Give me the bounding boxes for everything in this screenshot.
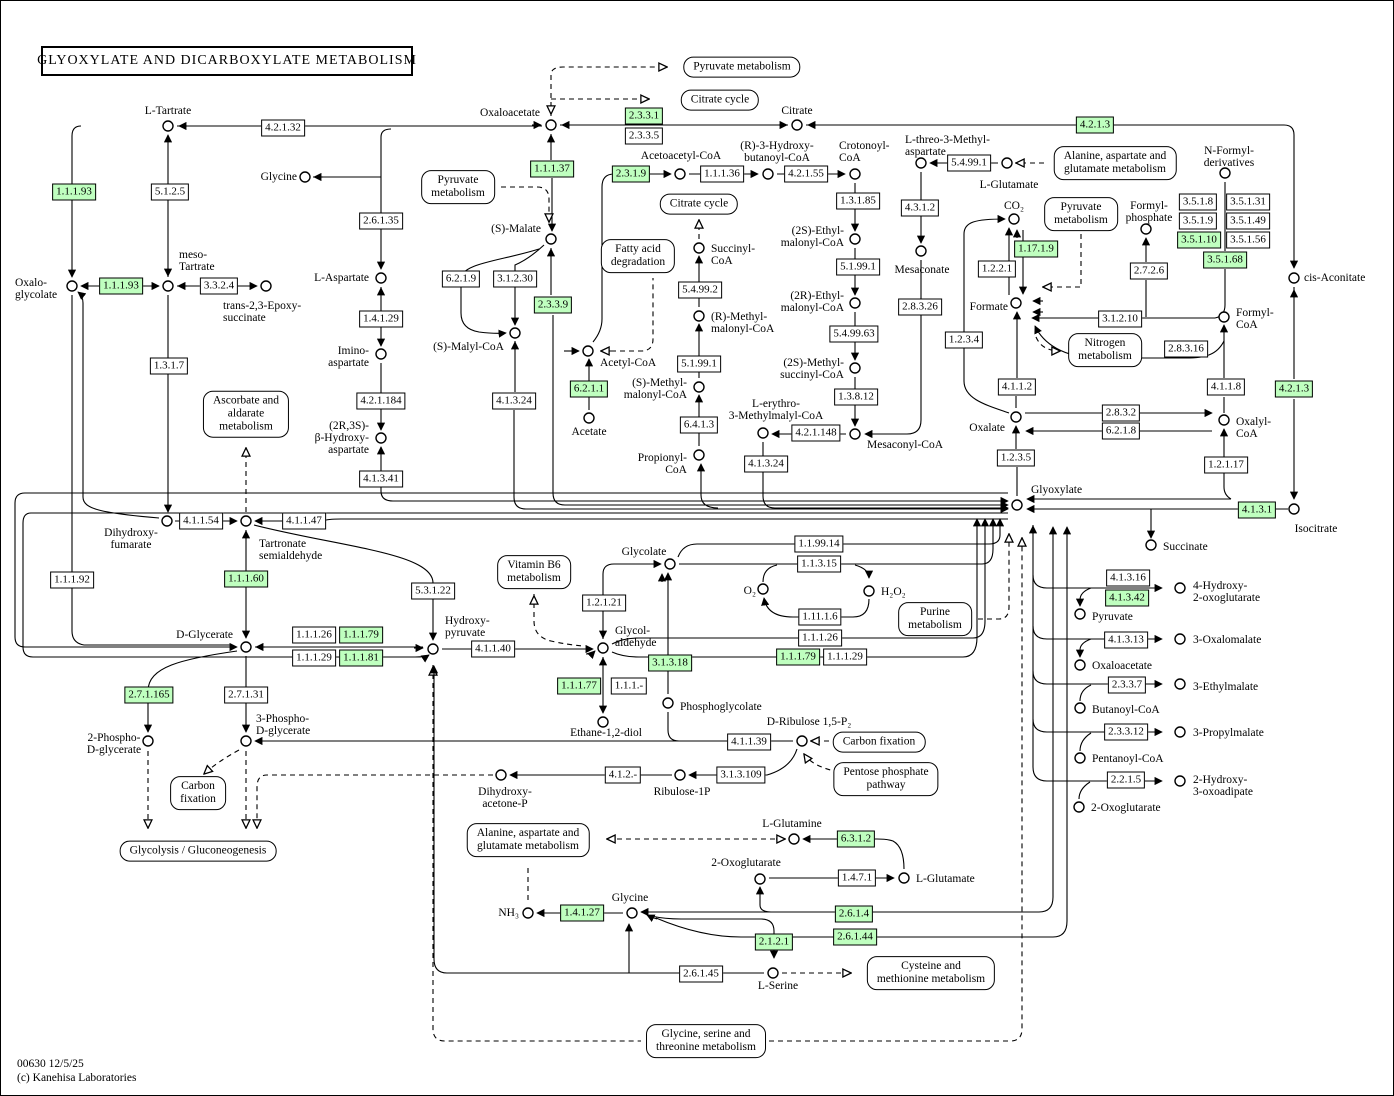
enzyme-box-4.1.3.41[interactable]: 4.1.3.41 bbox=[359, 471, 403, 488]
enzyme-box-4.1.3.24[interactable]: 4.1.3.24 bbox=[744, 456, 788, 473]
compound-label: 2-Oxoglutarate bbox=[711, 856, 781, 869]
enzyme-box-4.1.1.54[interactable]: 4.1.1.54 bbox=[179, 513, 223, 530]
enzyme-box-3.5.1.56[interactable]: 3.5.1.56 bbox=[1226, 232, 1270, 249]
edge bbox=[586, 651, 595, 654]
enzyme-box-1.1.1.29[interactable]: 1.1.1.29 bbox=[292, 650, 336, 667]
compound-label: Mesaconyl-CoA bbox=[867, 438, 944, 451]
compound-label: Dihydroxy- fumarate bbox=[104, 526, 158, 551]
compound-label: (S)-Methyl- malonyl-CoA bbox=[623, 376, 687, 401]
compound-node[interactable] bbox=[1175, 776, 1185, 786]
compound-node[interactable] bbox=[864, 586, 874, 596]
compound-label: (2S)-Methyl- succinyl-CoA bbox=[780, 356, 844, 381]
enzyme-box-3.3.2.4[interactable]: 3.3.2.4 bbox=[200, 278, 238, 295]
edge bbox=[760, 887, 771, 912]
pathway-link-pyruvate-metabolism[interactable]: Pyruvate metabolism bbox=[421, 170, 495, 204]
compound-label: meso- Tartrate bbox=[179, 248, 215, 273]
edge bbox=[764, 598, 793, 617]
compound-label: Oxalo- glycolate bbox=[15, 276, 58, 301]
enzyme-box-3.1.3.18[interactable]: 3.1.3.18 bbox=[648, 655, 692, 672]
compound-label: (S)-Malyl-CoA bbox=[433, 340, 504, 353]
compound-label: (2S)-Ethyl- malonyl-CoA bbox=[780, 224, 844, 249]
compound-label: 2-Hydroxy- 3-oxoadipate bbox=[1193, 773, 1254, 798]
compound-label: trans-2,3-Epoxy- succinate bbox=[223, 299, 302, 324]
enzyme-box-4.1.3.13[interactable]: 4.1.3.13 bbox=[1104, 632, 1148, 649]
compound-node[interactable] bbox=[300, 172, 310, 182]
compound-node[interactable] bbox=[1075, 660, 1085, 670]
edge bbox=[534, 594, 583, 646]
compound-label: Formyl- CoA bbox=[1236, 306, 1274, 331]
compound-label: Acetate bbox=[571, 425, 607, 438]
enzyme-box-2.7.2.6[interactable]: 2.7.2.6 bbox=[1130, 263, 1168, 280]
enzyme-box-1.3.1.7[interactable]: 1.3.1.7 bbox=[150, 358, 188, 375]
compound-label: Butanoyl-CoA bbox=[1092, 703, 1160, 716]
compound-node[interactable] bbox=[163, 121, 173, 131]
compound-label: 3-Ethylmalate bbox=[1193, 680, 1259, 693]
compound-node[interactable] bbox=[755, 874, 765, 884]
enzyme-box-1.1.3.15[interactable]: 1.1.3.15 bbox=[797, 556, 841, 573]
compound-node[interactable] bbox=[241, 642, 251, 652]
pathway-link-citrate-cycle[interactable]: Citrate cycle bbox=[660, 194, 738, 215]
compound-label: cis-Aconitate bbox=[1304, 271, 1366, 284]
compound-node[interactable] bbox=[1175, 634, 1185, 644]
enzyme-box-1.1.1.26[interactable]: 1.1.1.26 bbox=[292, 627, 336, 644]
pathway-link-pyruvate-metabolism[interactable]: Pyruvate metabolism bbox=[1044, 197, 1118, 231]
compound-node[interactable] bbox=[584, 413, 594, 423]
enzyme-box-2.7.1.165[interactable]: 2.7.1.165 bbox=[124, 687, 173, 704]
compound-node[interactable] bbox=[675, 770, 685, 780]
enzyme-box-1.2.3.5[interactable]: 1.2.3.5 bbox=[997, 450, 1035, 467]
enzyme-box-3.5.1.31[interactable]: 3.5.1.31 bbox=[1226, 194, 1270, 211]
enzyme-box-4.1.1.2[interactable]: 4.1.1.2 bbox=[998, 379, 1036, 396]
compound-label: 4-Hydroxy- 2-oxoglutarate bbox=[1193, 579, 1261, 604]
enzyme-box-3.5.1.68[interactable]: 3.5.1.68 bbox=[1203, 252, 1247, 269]
compound-node[interactable] bbox=[1220, 168, 1230, 178]
compound-label: Pentanoyl-CoA bbox=[1092, 752, 1164, 765]
enzyme-box-6.2.1.1[interactable]: 6.2.1.1 bbox=[570, 381, 608, 398]
compound-label: NH₃ bbox=[498, 906, 519, 919]
enzyme-box-4.1.2.-[interactable]: 4.1.2.- bbox=[605, 767, 641, 784]
compound-node[interactable] bbox=[523, 908, 533, 918]
compound-node[interactable] bbox=[510, 328, 520, 338]
enzyme-box-4.1.3.16[interactable]: 4.1.3.16 bbox=[1106, 570, 1150, 587]
enzyme-box-6.3.1.2[interactable]: 6.3.1.2 bbox=[837, 831, 875, 848]
pathway-link-glycolysis-gluconeogenesis[interactable]: Glycolysis / Gluconeogenesis bbox=[120, 841, 277, 862]
enzyme-box-2.6.1.44[interactable]: 2.6.1.44 bbox=[833, 929, 877, 946]
compound-label: (S)-Malate bbox=[491, 222, 541, 235]
compound-label: L-Glutamate bbox=[979, 178, 1039, 191]
enzyme-box-4.3.1.2[interactable]: 4.3.1.2 bbox=[901, 200, 939, 217]
enzyme-box-2.7.1.31[interactable]: 2.7.1.31 bbox=[224, 687, 268, 704]
enzyme-box-4.2.1.184[interactable]: 4.2.1.184 bbox=[356, 393, 405, 410]
map-number: 00630 12/5/25 bbox=[17, 1058, 84, 1070]
enzyme-box-1.11.1.6[interactable]: 1.11.1.6 bbox=[798, 609, 841, 626]
enzyme-box-1.1.1.-[interactable]: 1.1.1.- bbox=[611, 678, 647, 695]
enzyme-box-3.1.2.10[interactable]: 3.1.2.10 bbox=[1098, 311, 1142, 328]
compound-label: Phosphoglycolate bbox=[680, 700, 762, 713]
edge bbox=[255, 519, 1008, 521]
compound-label: (R)-3-Hydroxy- butanoyl-CoA bbox=[740, 139, 814, 164]
enzyme-box-5.1.2.5[interactable]: 5.1.2.5 bbox=[151, 184, 189, 201]
edge bbox=[855, 565, 869, 578]
compound-label: 2-Oxoglutarate bbox=[1091, 801, 1161, 814]
compound-node[interactable] bbox=[916, 246, 926, 256]
enzyme-box-1.1.1.92[interactable]: 1.1.1.92 bbox=[50, 572, 94, 589]
compound-node[interactable] bbox=[694, 243, 704, 253]
compound-label: D-Ribulose 1,5-P₂ bbox=[766, 715, 852, 728]
compound-node[interactable] bbox=[1289, 273, 1299, 283]
compound-label: Propionyl- CoA bbox=[637, 451, 687, 476]
edge bbox=[78, 292, 159, 518]
compound-label: L-threo-3-Methyl- aspartate bbox=[905, 133, 990, 158]
enzyme-box-1.1.1.26[interactable]: 1.1.1.26 bbox=[798, 630, 842, 647]
pathway-link-fatty-acid-degradation[interactable]: Fatty acid degradation bbox=[601, 239, 675, 273]
compound-label: Succinyl- CoA bbox=[711, 242, 756, 267]
enzyme-box-1.1.1.37[interactable]: 1.1.1.37 bbox=[530, 161, 574, 178]
enzyme-box-5.1.99.1[interactable]: 5.1.99.1 bbox=[677, 356, 721, 373]
enzyme-box-2.6.1.4[interactable]: 2.6.1.4 bbox=[835, 906, 873, 923]
compound-label: N-Formyl- derivatives bbox=[1203, 144, 1255, 169]
compound-node[interactable] bbox=[792, 120, 802, 130]
enzyme-box-1.1.1.29[interactable]: 1.1.1.29 bbox=[823, 649, 867, 666]
compound-label: (R)-Methyl- malonyl-CoA bbox=[711, 310, 775, 335]
compound-node[interactable] bbox=[143, 736, 153, 746]
enzyme-box-2.3.3.5[interactable]: 2.3.3.5 bbox=[625, 128, 663, 145]
compound-node[interactable] bbox=[768, 968, 778, 978]
enzyme-box-1.2.3.4[interactable]: 1.2.3.4 bbox=[945, 332, 983, 349]
compound-node[interactable] bbox=[694, 450, 704, 460]
compound-label: (2R,3S)- β-Hydroxy- aspartate bbox=[314, 419, 369, 457]
enzyme-box-4.2.1.32[interactable]: 4.2.1.32 bbox=[261, 120, 305, 137]
enzyme-box-2.1.2.1[interactable]: 2.1.2.1 bbox=[755, 934, 793, 951]
enzyme-box-1.1.99.14[interactable]: 1.1.99.14 bbox=[794, 536, 843, 553]
compound-node[interactable] bbox=[261, 281, 271, 291]
compound-node[interactable] bbox=[1011, 298, 1021, 308]
enzyme-box-2.8.3.26[interactable]: 2.8.3.26 bbox=[898, 299, 942, 316]
enzyme-box-1.4.1.27[interactable]: 1.4.1.27 bbox=[560, 905, 604, 922]
enzyme-box-5.4.99.2[interactable]: 5.4.99.2 bbox=[678, 282, 722, 299]
compound-label: Oxalyl- CoA bbox=[1236, 415, 1272, 440]
enzyme-box-1.17.1.9[interactable]: 1.17.1.9 bbox=[1014, 241, 1058, 258]
compound-node[interactable] bbox=[1075, 753, 1085, 763]
edge bbox=[1079, 782, 1090, 799]
compound-node[interactable] bbox=[376, 349, 386, 359]
compound-node[interactable] bbox=[675, 169, 685, 179]
compound-node[interactable] bbox=[797, 736, 807, 746]
enzyme-box-4.1.3.24[interactable]: 4.1.3.24 bbox=[492, 393, 536, 410]
enzyme-box-4.1.1.47[interactable]: 4.1.1.47 bbox=[282, 513, 326, 530]
compound-node[interactable] bbox=[758, 428, 768, 438]
edge bbox=[1080, 733, 1091, 751]
compound-label: Glycolate bbox=[621, 545, 667, 558]
pathway-link-cysteine-and-methionine-metabolism[interactable]: Cysteine and methionine metabolism bbox=[867, 956, 995, 990]
enzyme-box-2.3.1.9[interactable]: 2.3.1.9 bbox=[612, 166, 650, 183]
edge bbox=[257, 775, 493, 828]
compound-label: Formyl- phosphate bbox=[1125, 199, 1173, 224]
pathway-link-citrate-cycle[interactable]: Citrate cycle bbox=[681, 90, 759, 111]
enzyme-box-2.6.1.45[interactable]: 2.6.1.45 bbox=[679, 966, 723, 983]
compound-node[interactable] bbox=[428, 644, 438, 654]
enzyme-box-3.1.2.30[interactable]: 3.1.2.30 bbox=[493, 271, 537, 288]
copyright: (c) Kanehisa Laboratories bbox=[17, 1072, 137, 1085]
compound-label: Citrate bbox=[781, 104, 813, 117]
enzyme-box-1.3.1.85[interactable]: 1.3.1.85 bbox=[836, 193, 880, 210]
enzyme-box-1.1.1.77[interactable]: 1.1.1.77 bbox=[557, 678, 601, 695]
compound-node[interactable] bbox=[1075, 703, 1085, 713]
compound-node[interactable] bbox=[583, 346, 593, 356]
compound-node[interactable] bbox=[1146, 540, 1156, 550]
compound-label: Glycol- aldehyde bbox=[615, 624, 657, 649]
compound-node[interactable] bbox=[694, 311, 704, 321]
enzyme-box-4.2.1.55[interactable]: 4.2.1.55 bbox=[784, 166, 828, 183]
compound-node[interactable] bbox=[376, 273, 386, 283]
pathway-link-carbon-fixation[interactable]: Carbon fixation bbox=[833, 732, 926, 753]
pathway-link-purine-metabolism[interactable]: Purine metabolism bbox=[898, 602, 972, 636]
edge bbox=[1080, 588, 1091, 606]
enzyme-box-2.3.3.7[interactable]: 2.3.3.7 bbox=[1108, 677, 1146, 694]
compound-node[interactable] bbox=[546, 234, 556, 244]
compound-label: Mesaconate bbox=[894, 263, 950, 276]
enzyme-box-4.2.1.3[interactable]: 4.2.1.3 bbox=[1076, 117, 1114, 134]
enzyme-box-6.2.1.8[interactable]: 6.2.1.8 bbox=[1102, 423, 1140, 440]
compound-node[interactable] bbox=[1175, 583, 1185, 593]
enzyme-box-4.1.3.42[interactable]: 4.1.3.42 bbox=[1105, 590, 1149, 607]
compound-label: Acetyl-CoA bbox=[600, 356, 657, 369]
enzyme-box-5.1.99.1[interactable]: 5.1.99.1 bbox=[836, 259, 880, 276]
enzyme-box-4.1.1.39[interactable]: 4.1.1.39 bbox=[727, 734, 771, 751]
enzyme-box-2.3.3.12[interactable]: 2.3.3.12 bbox=[1104, 724, 1148, 741]
enzyme-box-5.3.1.22[interactable]: 5.3.1.22 bbox=[411, 583, 455, 600]
enzyme-box-4.2.1.3[interactable]: 4.2.1.3 bbox=[1275, 381, 1313, 398]
compound-node[interactable] bbox=[496, 770, 506, 780]
compound-label: 3-Oxalomalate bbox=[1193, 633, 1262, 646]
enzyme-box-1.3.8.12[interactable]: 1.3.8.12 bbox=[834, 389, 878, 406]
enzyme-box-3.5.1.9[interactable]: 3.5.1.9 bbox=[1179, 213, 1217, 230]
enzyme-box-1.2.1.17[interactable]: 1.2.1.17 bbox=[1204, 457, 1248, 474]
compound-node[interactable] bbox=[1009, 214, 1019, 224]
enzyme-box-2.8.3.2[interactable]: 2.8.3.2 bbox=[1102, 405, 1140, 422]
enzyme-box-4.1.3.1[interactable]: 4.1.3.1 bbox=[1238, 502, 1276, 519]
compound-node[interactable] bbox=[241, 516, 251, 526]
pathway-link-pyruvate-metabolism[interactable]: Pyruvate metabolism bbox=[683, 57, 800, 78]
compound-node[interactable] bbox=[1012, 500, 1022, 510]
enzyme-box-1.4.7.1[interactable]: 1.4.7.1 bbox=[838, 870, 876, 887]
compound-label: H₂O₂ bbox=[881, 585, 906, 598]
edge bbox=[461, 249, 539, 333]
compound-node[interactable] bbox=[1219, 415, 1229, 425]
compound-node[interactable] bbox=[850, 169, 860, 179]
compound-label: L-Aspartate bbox=[314, 271, 369, 284]
enzyme-box-1.1.1.93[interactable]: 1.1.1.93 bbox=[99, 278, 143, 295]
compound-node[interactable] bbox=[1141, 224, 1151, 234]
pathway-link-pentose-phosphate-pathway[interactable]: Pentose phosphate pathway bbox=[833, 762, 938, 796]
compound-node[interactable] bbox=[1175, 727, 1185, 737]
enzyme-box-1.2.1.21[interactable]: 1.2.1.21 bbox=[582, 595, 626, 612]
compound-label: Isocitrate bbox=[1294, 522, 1338, 535]
edge bbox=[72, 295, 231, 645]
compound-label: Succinate bbox=[1163, 540, 1208, 553]
map-title: GLYOXYLATE AND DICARBOXYLATE METABOLISM bbox=[41, 46, 413, 76]
pathway-link-ascorbate-and-aldarate-metabolism[interactable]: Ascorbate and aldarate metabolism bbox=[203, 391, 289, 438]
compound-node[interactable] bbox=[758, 584, 768, 594]
enzyme-box-1.1.1.79[interactable]: 1.1.1.79 bbox=[776, 649, 820, 666]
compound-node[interactable] bbox=[1011, 412, 1021, 422]
enzyme-box-6.2.1.9[interactable]: 6.2.1.9 bbox=[442, 271, 480, 288]
compound-label: L-Tartrate bbox=[144, 104, 192, 117]
edge bbox=[1080, 639, 1091, 657]
compound-label: Glyoxylate bbox=[1031, 483, 1083, 496]
compound-node[interactable] bbox=[1175, 679, 1185, 689]
enzyme-box-1.4.1.29[interactable]: 1.4.1.29 bbox=[359, 311, 403, 328]
edge bbox=[501, 187, 549, 222]
compound-node[interactable] bbox=[598, 717, 608, 727]
enzyme-box-4.2.1.148[interactable]: 4.2.1.148 bbox=[791, 425, 840, 442]
pathway-link-alanine-aspartate-and-glutamate-metabolism[interactable]: Alanine, aspartate and glutamate metabolism bbox=[1054, 146, 1177, 180]
enzyme-box-1.2.2.1[interactable]: 1.2.2.1 bbox=[978, 261, 1016, 278]
compound-label: (2R)-Ethyl- malonyl-CoA bbox=[780, 289, 844, 314]
enzyme-box-1.1.1.79[interactable]: 1.1.1.79 bbox=[339, 627, 383, 644]
compound-label: Oxalate bbox=[969, 421, 1005, 434]
compound-node[interactable] bbox=[694, 382, 704, 392]
compound-node[interactable] bbox=[899, 873, 909, 883]
compound-node[interactable] bbox=[1074, 802, 1084, 812]
compound-label: Glycine bbox=[611, 891, 649, 904]
compound-node[interactable] bbox=[1002, 158, 1012, 168]
compound-label: 2-Phospho- D-glycerate bbox=[86, 731, 142, 756]
enzyme-box-2.8.3.16[interactable]: 2.8.3.16 bbox=[1164, 341, 1208, 358]
compound-node[interactable] bbox=[598, 643, 608, 653]
enzyme-box-2.2.1.5[interactable]: 2.2.1.5 bbox=[1107, 772, 1145, 789]
compound-label: Crotonoyl- CoA bbox=[839, 139, 890, 164]
compound-label: Dihydroxy- acetone-P bbox=[478, 785, 532, 810]
compound-node[interactable] bbox=[1075, 609, 1085, 619]
compound-node[interactable] bbox=[665, 559, 675, 569]
enzyme-box-6.4.1.3[interactable]: 6.4.1.3 bbox=[680, 417, 718, 434]
pathway-link-carbon-fixation[interactable]: Carbon fixation bbox=[170, 776, 226, 810]
compound-label: Ethane-1,2-diol bbox=[570, 726, 642, 739]
compound-label: CO₂ bbox=[1004, 199, 1024, 212]
compound-node[interactable] bbox=[546, 120, 556, 130]
edge bbox=[72, 126, 81, 277]
compound-node[interactable] bbox=[789, 834, 799, 844]
edge bbox=[611, 278, 653, 351]
compound-label: Oxaloacetate bbox=[1092, 659, 1153, 672]
enzyme-box-4.1.1.40[interactable]: 4.1.1.40 bbox=[471, 641, 515, 658]
edge bbox=[668, 712, 679, 741]
enzyme-box-1.1.1.36[interactable]: 1.1.1.36 bbox=[700, 166, 744, 183]
compound-label: Hydroxy- pyruvate bbox=[445, 614, 490, 639]
compound-node[interactable] bbox=[850, 234, 860, 244]
edge bbox=[1215, 269, 1225, 318]
compound-node[interactable] bbox=[916, 158, 926, 168]
edge bbox=[865, 260, 921, 434]
compound-label: 3-Propylmalate bbox=[1193, 726, 1264, 739]
enzyme-box-5.4.99.1[interactable]: 5.4.99.1 bbox=[947, 155, 991, 172]
compound-node[interactable] bbox=[163, 281, 173, 291]
compound-label: L-erythro- 3-Methylmalyl-CoA bbox=[728, 397, 824, 422]
compound-node[interactable] bbox=[1219, 312, 1229, 322]
compound-label: Acetoacetyl-CoA bbox=[640, 149, 722, 162]
edge bbox=[381, 129, 391, 177]
compound-node[interactable] bbox=[1289, 504, 1299, 514]
compound-label: L-Serine bbox=[757, 979, 799, 992]
edge bbox=[1080, 685, 1091, 701]
pathway-link-nitrogen-metabolism[interactable]: Nitrogen metabolism bbox=[1068, 333, 1142, 367]
pathway-link-glycine-serine-and-threonine-metabolism[interactable]: Glycine, serine and threonine metabolism bbox=[646, 1024, 766, 1058]
enzyme-box-1.1.1.81[interactable]: 1.1.1.81 bbox=[339, 650, 383, 667]
pathway-link-alanine-aspartate-and-glutamate-metabolism[interactable]: Alanine, aspartate and glutamate metabolism bbox=[467, 823, 590, 857]
enzyme-box-1.1.1.93[interactable]: 1.1.1.93 bbox=[52, 184, 96, 201]
compound-label: Formate bbox=[969, 300, 1008, 313]
compound-node[interactable] bbox=[162, 516, 172, 526]
compound-label: L-Glutamine bbox=[762, 817, 822, 830]
compound-label: Imino- aspartate bbox=[328, 344, 369, 369]
compound-label: L-Glutamate bbox=[916, 872, 975, 885]
compound-label: O₂ bbox=[743, 584, 756, 597]
compound-node[interactable] bbox=[241, 736, 251, 746]
compound-node[interactable] bbox=[663, 698, 673, 708]
compound-label: 3-Phospho- D-glycerate bbox=[256, 712, 311, 737]
edge bbox=[763, 442, 1008, 508]
compound-label: Ribulose-1P bbox=[653, 785, 711, 798]
compound-label: Glycine bbox=[260, 170, 297, 183]
enzyme-box-3.5.1.10[interactable]: 3.5.1.10 bbox=[1177, 232, 1221, 249]
compound-node[interactable] bbox=[376, 433, 386, 443]
edge bbox=[763, 565, 777, 582]
edge bbox=[204, 750, 239, 774]
compound-label: Oxaloacetate bbox=[479, 106, 541, 119]
enzyme-box-2.3.3.9[interactable]: 2.3.3.9 bbox=[534, 297, 572, 314]
enzyme-box-4.1.1.8[interactable]: 4.1.1.8 bbox=[1207, 379, 1245, 396]
compound-node[interactable] bbox=[763, 169, 773, 179]
enzyme-box-3.1.3.109[interactable]: 3.1.3.109 bbox=[716, 767, 765, 784]
enzyme-box-1.1.1.60[interactable]: 1.1.1.60 bbox=[224, 571, 268, 588]
compound-label: Tartronate semialdehyde bbox=[259, 537, 323, 562]
map-footer bbox=[17, 1057, 136, 1086]
enzyme-box-3.5.1.8[interactable]: 3.5.1.8 bbox=[1179, 194, 1217, 211]
enzyme-box-3.5.1.49[interactable]: 3.5.1.49 bbox=[1226, 213, 1270, 230]
enzyme-box-5.4.99.63[interactable]: 5.4.99.63 bbox=[829, 326, 878, 343]
compound-node[interactable] bbox=[627, 908, 637, 918]
compound-node[interactable] bbox=[67, 281, 77, 291]
compound-label: D-Glycerate bbox=[176, 628, 233, 641]
compound-node[interactable] bbox=[850, 429, 860, 439]
compound-label: Pyruvate bbox=[1092, 610, 1133, 623]
enzyme-box-2.3.3.1[interactable]: 2.3.3.1 bbox=[625, 108, 663, 125]
compound-node[interactable] bbox=[850, 298, 860, 308]
compound-node[interactable] bbox=[850, 363, 860, 373]
enzyme-box-2.6.1.35[interactable]: 2.6.1.35 bbox=[359, 213, 403, 230]
pathway-link-vitamin-b6-metabolism[interactable]: Vitamin B6 metabolism bbox=[497, 555, 571, 589]
